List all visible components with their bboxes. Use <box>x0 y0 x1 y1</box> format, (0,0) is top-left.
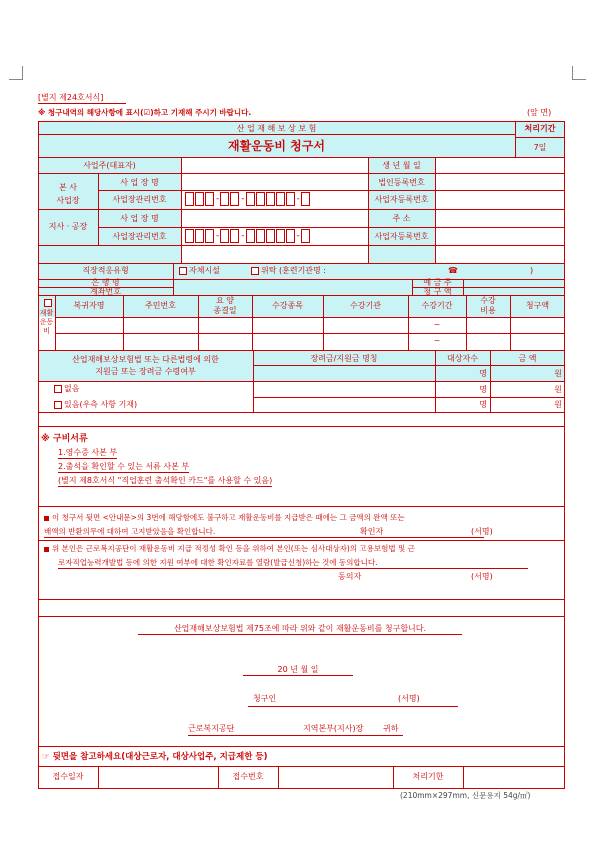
rule <box>38 134 515 135</box>
rule <box>38 766 565 767</box>
notice-paragraph-line2: 배액의 반환의무에 대하여 고지받았음을 확인합니다. <box>44 527 484 538</box>
consent-paragraph-line2: 로자직업능력개발법 등에 의한 지원 여부에 대한 확인자료를 열람(발급신청)하는 것에 동의합니다. <box>58 558 528 569</box>
period-tilde: ~ <box>433 336 441 345</box>
confirmer-label: 확인자 <box>360 527 384 536</box>
claim-form <box>38 121 565 789</box>
law-name: 산 업 재 해 보 상 보 험 <box>236 124 317 133</box>
rule <box>181 157 182 263</box>
agency-name: 근로복지공단 <box>188 724 235 733</box>
claimant-sign: (서명) <box>398 694 420 703</box>
period-label: 처리기간 <box>524 124 556 133</box>
hq-label: 본 사 사업장 <box>56 183 80 205</box>
receipt-date-label: 접수일자 <box>52 772 84 781</box>
consent-paragraph-line1: 위 본인은 근로복지공단이 재활운동비 지급 적정성 확인 등을 위하여 본인(또는 심사대상자)의 고용보험법 및 근 <box>44 544 415 554</box>
branch-mgmt-number-boxes[interactable]: - - - <box>185 229 311 243</box>
biz-name-label: 사 업 장 명 <box>120 178 159 187</box>
branch-name-label: 사 업 장 명 <box>120 214 159 223</box>
rule <box>435 157 436 263</box>
rule <box>38 157 565 158</box>
account-label: 계좌번호 <box>90 287 121 296</box>
unit-person: 명 <box>479 385 487 394</box>
mgmt-no-label: 사업장관리번호 <box>112 195 167 204</box>
col-course-institution: 수강기관 <box>350 301 381 310</box>
documents-title: ※ 구비서류 <box>41 434 88 444</box>
claimant-label: 청구인 <box>253 694 277 703</box>
col-claim-amount: 청구액 <box>525 301 550 310</box>
rule <box>38 209 565 210</box>
worker-side-label: 재활운동비 <box>38 299 55 336</box>
notice-paragraph-line1: 이 청구서 뒷면 <안내문>의 3번에 해당함에도 불구하고 재활운동비를 지급받은 때에는 그 금액의 완액 또는 <box>44 513 405 523</box>
bullet-square-icon <box>44 547 49 552</box>
deadline-label: 처리기한 <box>412 772 444 781</box>
document-item-2: 2.출석을 확인할 수 있는 서류 사본 부 <box>58 462 190 471</box>
claimant-underline <box>248 706 458 707</box>
checkbox[interactable] <box>44 299 52 307</box>
rule <box>38 381 565 382</box>
corp-reg-label: 법인등록번호 <box>378 178 425 187</box>
bank-label: 은 행 명 <box>91 278 120 287</box>
bullet-square-icon <box>44 516 49 521</box>
phone-icon: ☎ <box>448 266 458 275</box>
option-entrusted[interactable]: 위탁 (훈련기관명 : <box>251 266 326 276</box>
option-has-subsidy[interactable]: 있음(우측 사항 기재) <box>54 400 137 410</box>
rule <box>253 365 565 366</box>
addressee: 귀하 <box>383 724 399 733</box>
rule <box>98 227 565 228</box>
refer-back-note: ☞ 뒷면을 참고하세요(대상근로자, 대상사업주, 지급제한 등) <box>42 752 268 762</box>
rule <box>55 317 565 318</box>
consenter-label: 동의자 <box>338 572 362 581</box>
rule <box>38 616 565 617</box>
rule <box>55 333 565 334</box>
document-item-1: 1.영수증 사본 부 <box>58 448 118 457</box>
checkbox[interactable] <box>54 401 62 409</box>
close-paren: ) <box>530 266 534 275</box>
rule <box>38 412 565 413</box>
form-number-underline <box>38 103 126 104</box>
branch-label: 지사 · 공장 <box>48 222 88 231</box>
claim-date: 20 년 월 일 <box>243 665 353 676</box>
crop-mark <box>572 79 586 80</box>
rule <box>98 190 565 191</box>
checkbox[interactable] <box>251 267 259 275</box>
subsidy-amount-label: 금 액 <box>518 354 537 363</box>
unit-won: 원 <box>554 369 562 378</box>
crop-mark <box>22 66 23 80</box>
form-title: 재활운동비 청구서 <box>228 139 325 153</box>
rule <box>38 350 565 351</box>
unit-person: 명 <box>479 400 487 409</box>
rule <box>253 397 565 398</box>
rule <box>173 263 174 279</box>
rule <box>38 426 565 427</box>
training-type-label: 직장적응유형 <box>82 266 129 275</box>
option-no-subsidy[interactable]: 없음 <box>54 384 79 394</box>
owner-label: 사업주(대표자) <box>83 161 136 170</box>
rule <box>38 173 565 174</box>
subsidy-name-label: 장려금/지원금 명칭 <box>310 354 378 363</box>
unit-person: 명 <box>479 369 487 378</box>
rule <box>173 279 174 295</box>
birth-label: 생 년 월 일 <box>382 161 421 170</box>
col-treatment-end: 요 양 종결일 <box>213 296 237 315</box>
biz-reg-label: 사업자등록번호 <box>374 195 429 204</box>
col-course-period: 수강기간 <box>421 301 453 310</box>
form-number: [별지 제24호서식] <box>38 93 104 102</box>
instruction-text: ※ 청구내역의 해당사항에 표시(☑)하고 기재해 주시기 바랍니다. <box>38 108 252 117</box>
confirmer-sign: (서명) <box>471 527 493 536</box>
option-own-facility[interactable]: 자체시설 <box>179 266 220 276</box>
unit-won: 원 <box>554 385 562 394</box>
agency-underline <box>188 735 403 736</box>
claim-statement: 산업재해보상보험법 제75조에 따라 위와 같이 재활운동비를 청구합니다. <box>138 624 462 635</box>
document-item-2-note: (별지 제8호서식 "직업훈련 출석확인 카드"를 사용할 수 있음) <box>58 476 273 485</box>
agency-branch: 지역본부(지사)장 <box>303 724 364 733</box>
holder-label: 예 금 주 <box>423 278 452 287</box>
rule <box>38 506 565 507</box>
rule <box>463 766 464 788</box>
rule <box>368 157 369 263</box>
target-count-label: 대상자수 <box>447 354 478 363</box>
period-value: 7일 <box>533 143 547 152</box>
col-resident-no: 주민번호 <box>145 301 176 310</box>
hq-mgmt-number-boxes[interactable]: - - - <box>185 192 311 206</box>
crop-mark <box>9 79 23 80</box>
rule <box>38 540 565 541</box>
consenter-sign: (서명) <box>471 572 493 581</box>
rule <box>515 137 565 138</box>
receipt-no-label: 접수번호 <box>232 772 264 781</box>
rule <box>38 746 565 747</box>
branch-biz-reg-label: 사업자등록번호 <box>374 232 429 241</box>
claim-amount-label: 청 구 액 <box>423 287 452 296</box>
rule <box>38 245 565 246</box>
col-course-cost: 수강 비용 <box>480 296 496 315</box>
checkbox[interactable] <box>54 385 62 393</box>
col-course-type: 수강종목 <box>272 301 303 310</box>
address-label: 주 소 <box>392 214 411 223</box>
rule <box>278 766 279 788</box>
subsidy-question: 산업재해보상보험법 또는 다른법령에 의한 지원금 또는 장려금 수령여부 <box>72 355 219 376</box>
checkbox[interactable] <box>179 267 187 275</box>
branch-mgmt-label: 사업장관리번호 <box>112 232 167 241</box>
rule <box>38 263 565 264</box>
paper-spec: (210mm×297mm, 신문용지 54g/㎡) <box>400 791 531 800</box>
crop-mark <box>572 66 573 80</box>
col-returner-name: 복귀자명 <box>73 301 105 310</box>
period-tilde: ~ <box>433 320 441 329</box>
rule <box>98 766 99 788</box>
front-side-label: (앞 면) <box>527 108 552 117</box>
rule <box>38 599 565 600</box>
unit-won: 원 <box>554 400 562 409</box>
